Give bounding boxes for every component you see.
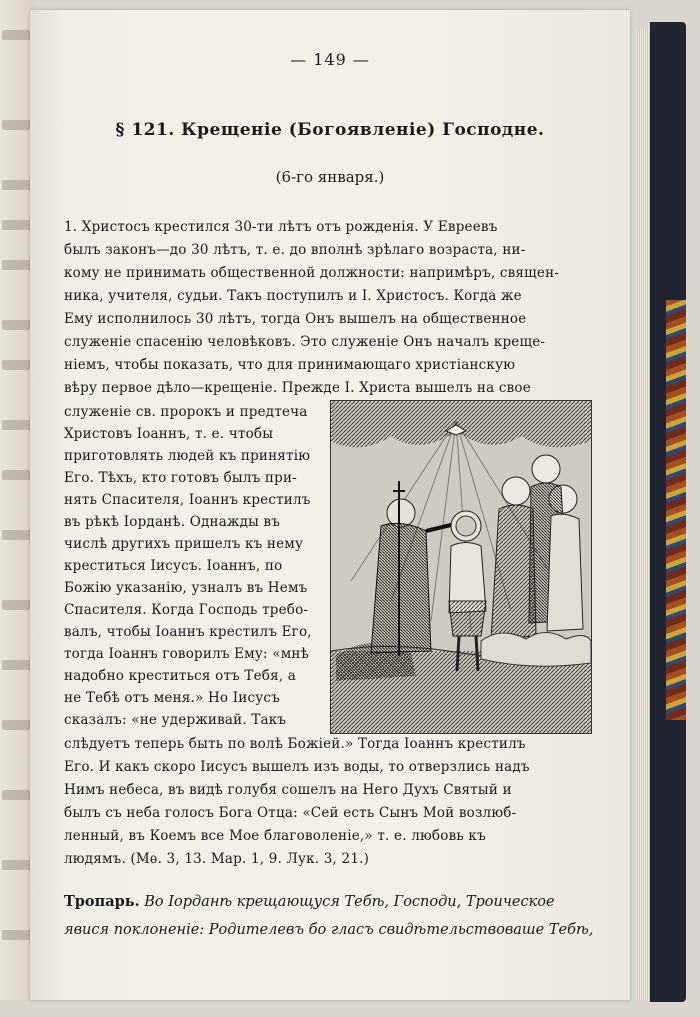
section-title: § 121. Крещеніе (Богоявленіе) Господне. [115, 120, 545, 140]
previous-page-edge [0, 0, 34, 1000]
text-line: приготовлять людей къ принятію [64, 448, 311, 464]
engraving-image [331, 401, 591, 733]
troparion-line [64, 888, 555, 916]
text-line: ленный, въ Коемъ все Мое благоволеніе,» т. е. любовь къ [64, 828, 486, 844]
text-line: 1. Христосъ крестился 30-ти лѣтъ отъ рожденія. У Евреевъ [64, 219, 498, 235]
text-line: сказалъ: «не удерживай. Такъ [64, 712, 287, 728]
text-line: Божію указанію, узналъ въ Немъ [64, 580, 308, 596]
text-line: служеніе спасенію человѣковъ. Это служеніе Онъ началъ креще- [64, 334, 546, 350]
feast-date: (6-го января.) [275, 168, 385, 186]
text-line: Нимъ небеса, въ видѣ голубя сошелъ на Него Духъ Святый и [64, 782, 512, 798]
text-line: служеніе св. пророкъ и предтеча [64, 404, 308, 420]
text-line: тогда Іоаннъ говорилъ Ему: «мнѣ [64, 646, 309, 662]
marbled-edge [666, 300, 686, 720]
text-line: Христовъ Іоаннъ, т. е. чтобы [64, 426, 274, 442]
text-line: Спасителя. Когда Господь требо- [64, 602, 309, 618]
text-line: слѣдуетъ теперь быть по волѣ Божіей.» Тогда Іоаннъ крестилъ [64, 736, 526, 752]
text-line: людямъ. (Мѳ. 3, 13. Мар. 1, 9. Лук. 3, 21.) [64, 851, 370, 867]
text-line: ника, учителя, судьи. Такъ поступилъ и І. Христосъ. Когда же [64, 288, 522, 304]
text-line: былъ законъ—до 30 лѣтъ, т. е. до вполнѣ зрѣлаго возраста, ни- [64, 242, 526, 258]
text-line: ніемъ, чтобы показать, что для принимающаго христіанскую [64, 357, 516, 373]
text-line: креститься Іисусъ. Іоаннъ, по [64, 558, 283, 574]
text-line: Его. Тѣхъ, кто готовъ былъ при- [64, 470, 297, 486]
text-line: Его. И какъ скоро Іисусъ вышелъ изъ воды, то отверзлись надъ [64, 759, 530, 775]
page-number: — 149 — [290, 50, 370, 69]
text-line: въ рѣкѣ Іорданѣ. Однажды въ [64, 514, 281, 530]
text-line: числѣ другихъ пришелъ къ нему [64, 536, 304, 552]
text-line: валъ, чтобы Іоаннъ крестилъ Его, [64, 624, 312, 640]
troparion-line: явися поклоненіе: Родителевъ бо гласъ свидѣтельствоваше Тебѣ, [64, 922, 594, 938]
text-line: вѣру первое дѣло—крещеніе. Прежде І. Христа вышелъ на свое [64, 380, 531, 396]
text-line: надобно креститься отъ Тебя, а [64, 668, 297, 684]
text-line: не Тебѣ отъ меня.» Но Іисусъ [64, 690, 280, 706]
baptism-engraving [330, 400, 592, 734]
text-line: Ему исполнилось 30 лѣтъ, тогда Онъ вышелъ на общественное [64, 311, 527, 327]
text-line: нять Спасителя, Іоаннъ крестилъ [64, 492, 311, 508]
text-line: кому не принимать общественной должности: напримѣръ, священ- [64, 265, 560, 281]
troparion-text: Во Іорданѣ крещающуся Тебѣ, Господи, Троическое [144, 894, 555, 910]
troparion-label: Тропарь. [64, 893, 140, 910]
text-line: былъ съ неба голосъ Бога Отца: «Сей есть Сынъ Мой возлюб- [64, 805, 517, 821]
book-page [30, 10, 630, 1000]
page-edges [636, 28, 650, 1000]
